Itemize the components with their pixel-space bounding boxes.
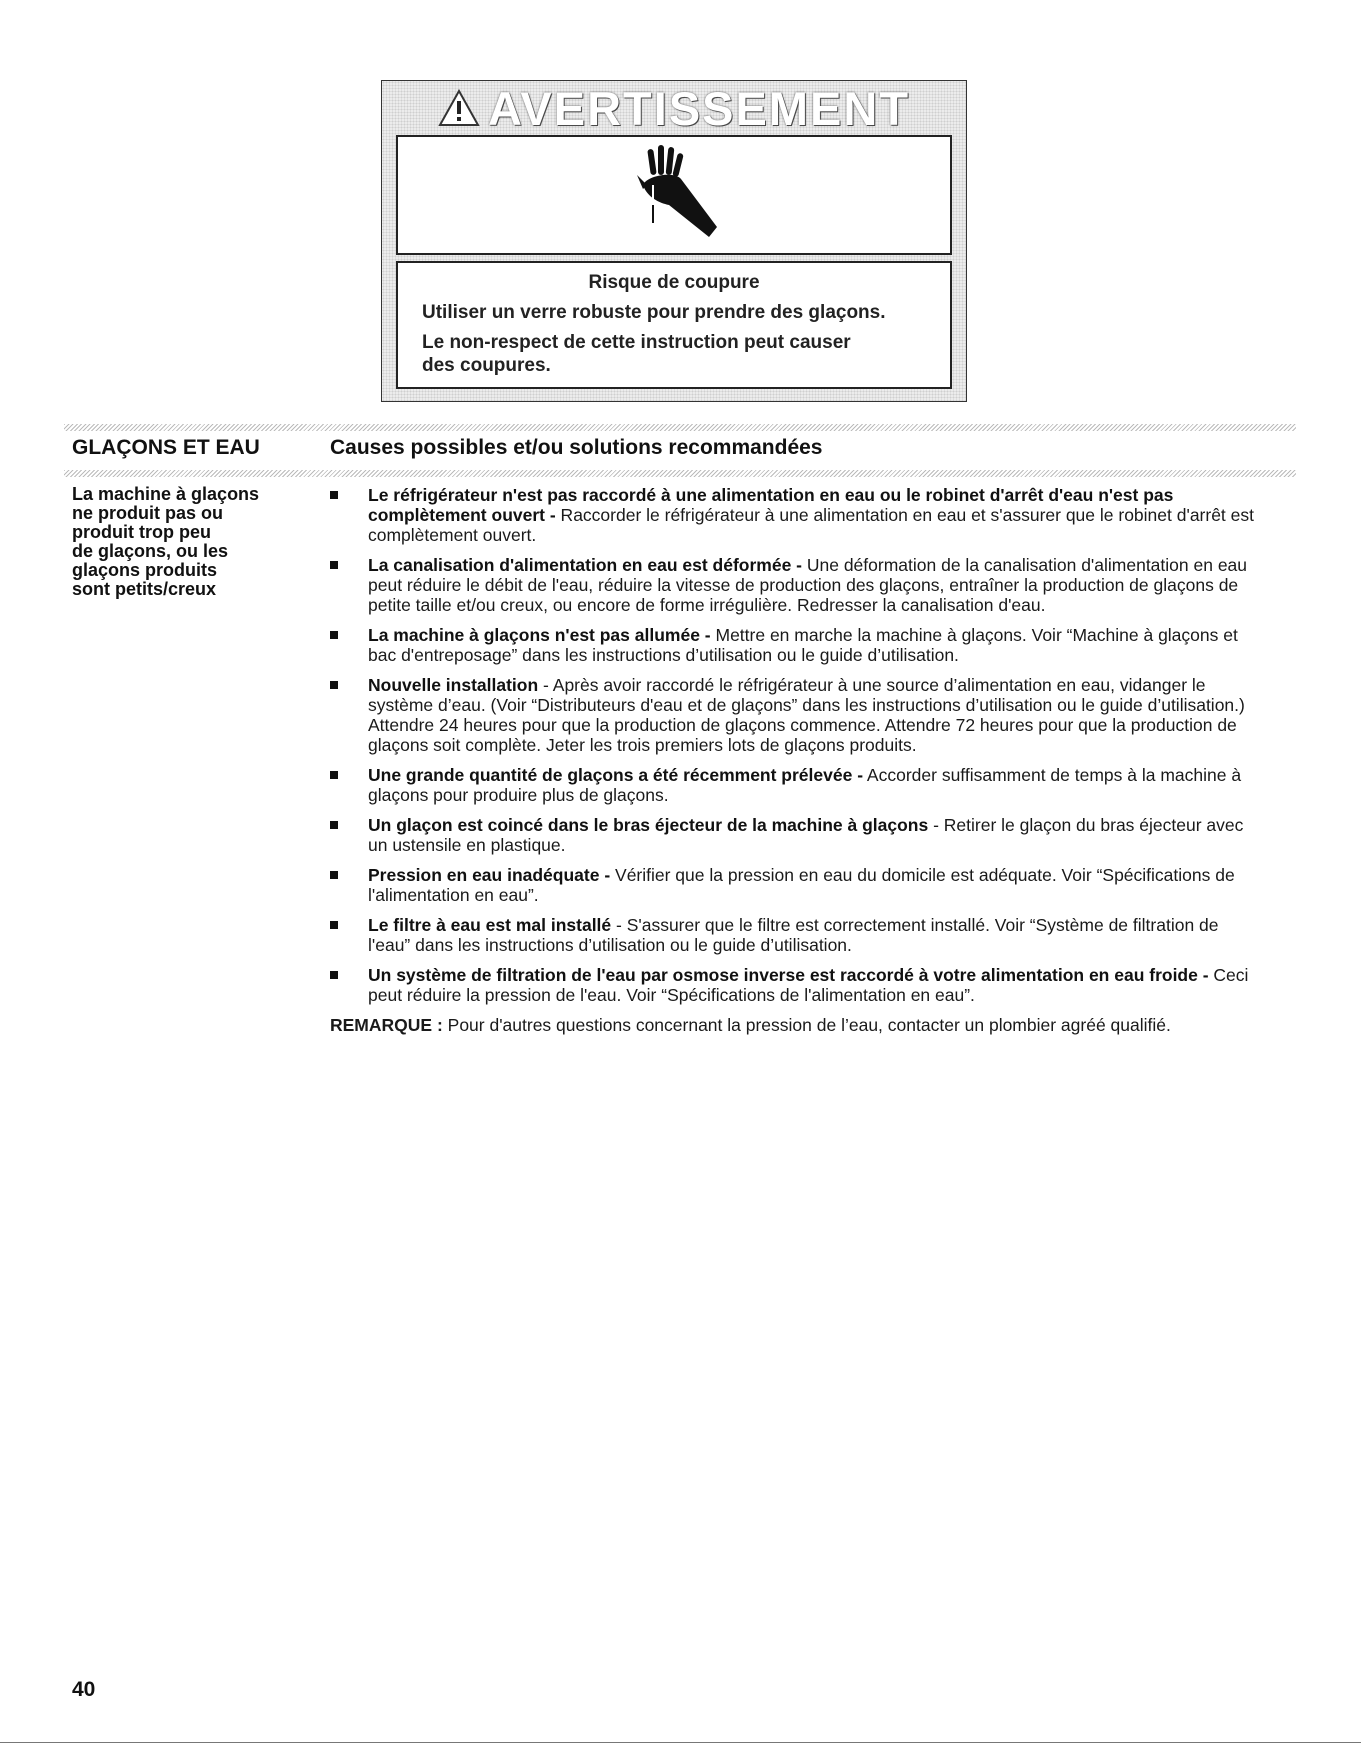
item-solution: Ceci peut réduire la pression de l'eau. Voir “Spécifications de l'alimentation en eau”. xyxy=(368,965,1249,1005)
list-item xyxy=(330,485,1260,545)
bullet-icon xyxy=(330,561,338,569)
problem-line: glaçons produits xyxy=(72,560,218,580)
item-cause: Pression en eau inadéquate - xyxy=(368,865,611,885)
problem-line: produit trop peu xyxy=(72,522,211,542)
bullet-icon xyxy=(330,971,338,979)
item-cause: Nouvelle installation xyxy=(368,675,539,695)
problem-line: La machine à glaçons xyxy=(72,484,260,504)
table-top-divider xyxy=(64,424,1296,431)
list-item xyxy=(330,915,1260,955)
col2-header: Causes possibles et/ou solutions recommandées xyxy=(330,436,823,459)
item-cause: Le filtre à eau est mal installé xyxy=(368,915,612,935)
page-number: 40 xyxy=(72,1678,96,1701)
item-solution: - Retirer le glaçon du bras éjecteur avec un ustensile en plastique. xyxy=(368,815,1244,855)
problem-line: de glaçons, ou les xyxy=(72,541,229,561)
item-cause: Un système de filtration de l'eau par osmose inverse est raccordé à votre alimentation en eau froide - xyxy=(368,965,1209,985)
list-item xyxy=(330,815,1260,855)
warning-icon-panel xyxy=(396,135,952,255)
item-cause: La canalisation d'alimentation en eau est déformée - xyxy=(368,555,802,575)
note-label: REMARQUE : xyxy=(330,1015,443,1035)
bullet-icon xyxy=(330,771,338,779)
table-header-divider xyxy=(64,470,1296,477)
item-cause: Une grande quantité de glaçons a été récemment prélevée - xyxy=(368,765,864,785)
list-item xyxy=(330,555,1260,615)
warning-consequence-line1: Le non-respect de cette instruction peut causer xyxy=(422,332,851,353)
bullet-icon xyxy=(330,631,338,639)
bullet-icon xyxy=(330,681,338,689)
item-solution: Accorder suffisamment de temps à la machine à glaçons pour produire plus de glaçons. xyxy=(368,765,1242,805)
bottom-rule xyxy=(0,1742,1361,1743)
warning-triangle-icon xyxy=(438,89,480,127)
list-item xyxy=(330,675,1260,755)
bullet-icon xyxy=(330,491,338,499)
problem-description xyxy=(72,485,302,599)
problem-line: ne produit pas ou xyxy=(72,503,223,523)
warning-box xyxy=(381,80,967,402)
item-solution: Vérifier que la pression en eau du domicile est adéquate. Voir “Spécifications de l'alimentation en eau”. xyxy=(368,865,1235,905)
warning-risk: Risque de coupure xyxy=(588,272,760,293)
warning-title: AVERTISSEMENT xyxy=(487,81,911,135)
item-solution: Mettre en marche la machine à glaçons. Voir “Machine à glaçons et bac d'entreposage” dans les instructions d’utilisation ou le guide d’utilisation. xyxy=(368,625,1238,665)
note-text: Pour d'autres questions concernant la pression de l’eau, contacter un plombier agréé qualifié. xyxy=(442,1015,1171,1035)
item-cause: Le réfrigérateur n'est pas raccordé à une alimentation en eau ou le robinet d'arrêt d'eau n'est pas complètement ouvert - xyxy=(368,485,1174,525)
problem-line: sont petits/creux xyxy=(72,579,217,599)
solutions-list xyxy=(330,485,1260,1035)
item-cause: La machine à glaçons n'est pas allumée - xyxy=(368,625,711,645)
bullet-icon xyxy=(330,821,338,829)
item-solution: Raccorder le réfrigérateur à une alimentation en eau et s'assurer que le robinet d'arrêt est complètement ouvert. xyxy=(368,505,1255,545)
list-item xyxy=(330,625,1260,665)
item-cause: Un glaçon est coincé dans le bras éjecteur de la machine à glaçons xyxy=(368,815,929,835)
bullet-icon xyxy=(330,921,338,929)
warning-consequence-line2: des coupures. xyxy=(422,355,551,376)
item-solution: - S'assurer que le filtre est correctement installé. Voir “Système de filtration de l'eau” dans les instructions d’utilisation ou le guide d’utilisation. xyxy=(368,915,1219,955)
note-paragraph xyxy=(330,1015,1260,1035)
list-item xyxy=(330,865,1260,905)
warning-instruction: Utiliser un verre robuste pour prendre des glaçons. xyxy=(422,302,886,323)
item-solution: Une déformation de la canalisation d'alimentation en eau peut réduire le débit de l'eau, réduire la vitesse de production des glaçons, entraîner la production de glaçons de petite taille et/ou creux, ou encore de forme irrégulière. Redresser la canalisation d'eau. xyxy=(368,555,1248,615)
warning-header xyxy=(382,81,966,135)
warning-text-panel xyxy=(396,261,952,389)
bullet-icon xyxy=(330,871,338,879)
cut-hand-icon xyxy=(629,145,719,245)
list-item xyxy=(330,765,1260,805)
col1-header: GLAÇONS ET EAU xyxy=(72,436,260,459)
list-item xyxy=(330,965,1260,1005)
item-solution: - Après avoir raccordé le réfrigérateur à une source d’alimentation en eau, vidanger le système d’eau. (Voir “Distributeurs d'eau et de glaçons” dans les instructions d’utilisation ou le guide d’utilisation.) Attendre 24 heures pour que la production de glaçons commence. Attendre 72 heures pour que la production de glaçons soit complète. Jeter les trois premiers lots de glaçons produits. xyxy=(368,675,1245,755)
